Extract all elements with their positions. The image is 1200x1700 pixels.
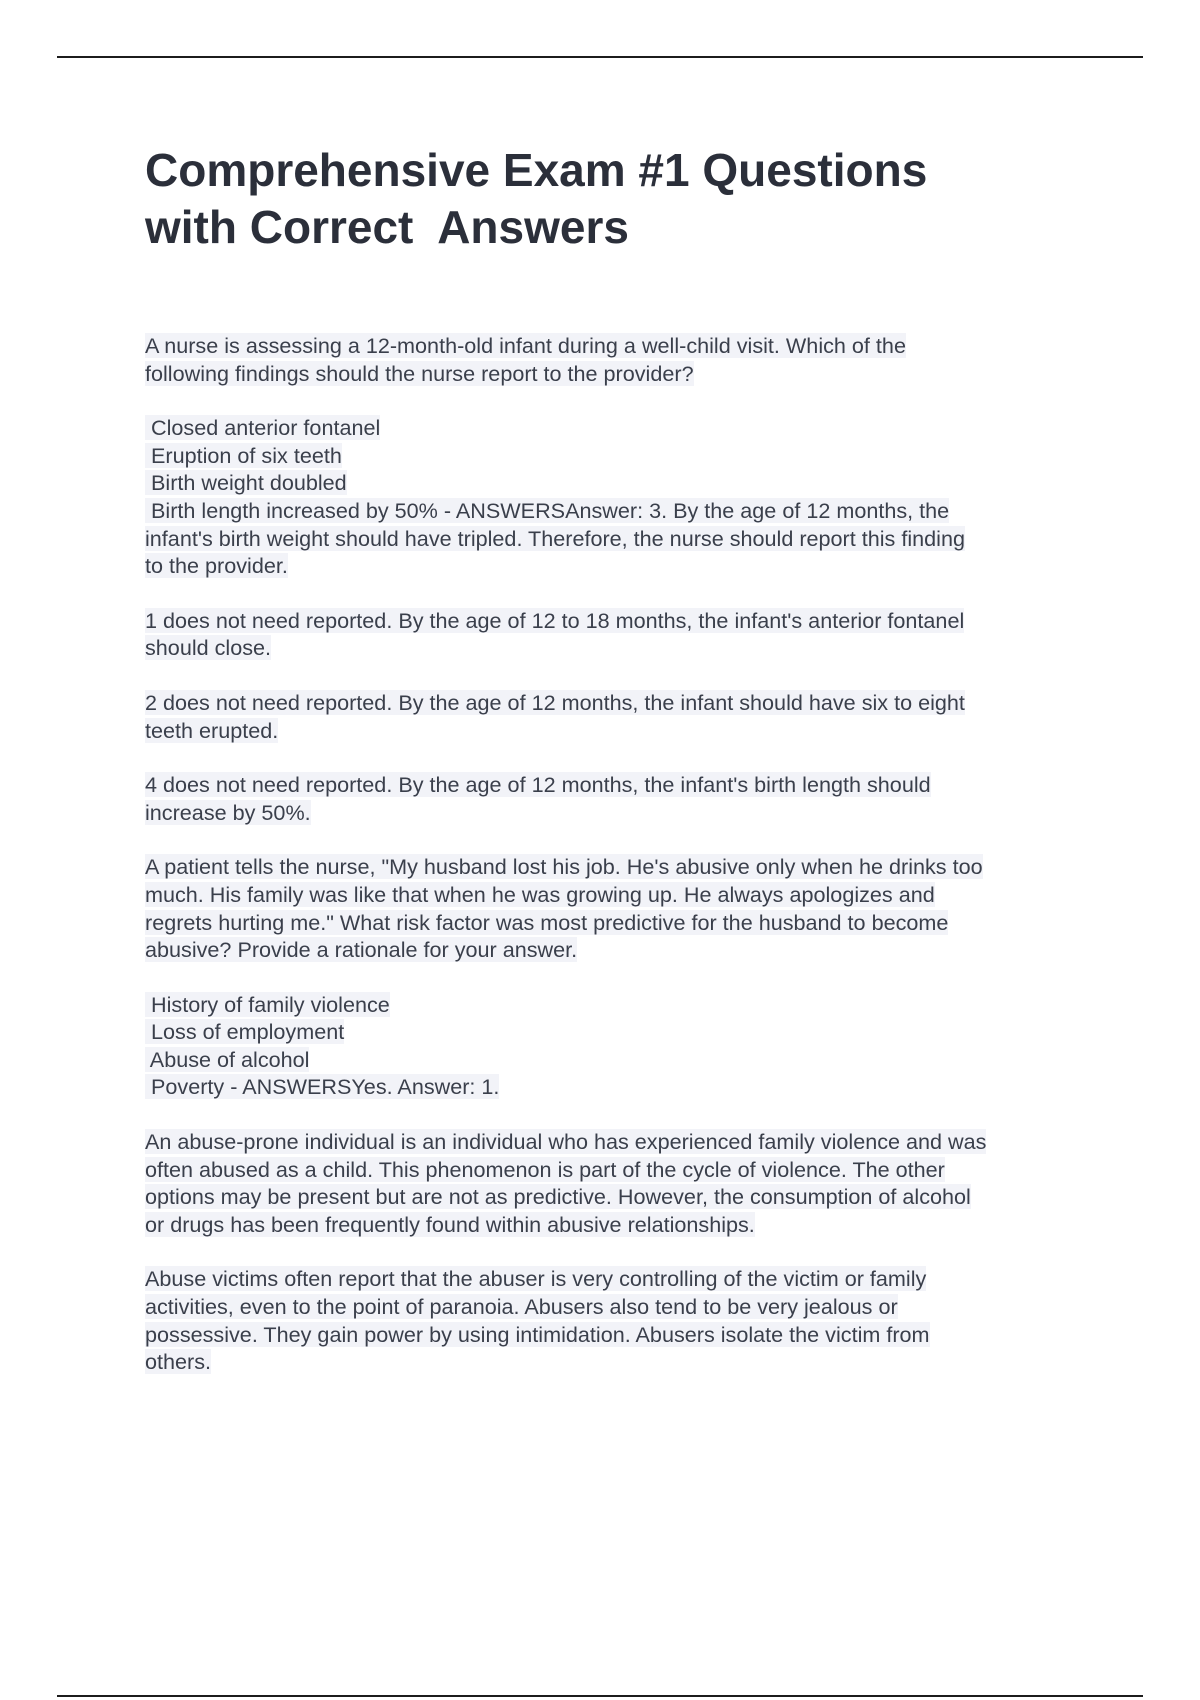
top-rule: [57, 56, 1143, 58]
option-line: History of family violence: [145, 991, 390, 1017]
text-line: Abuse victims often report that the abuser is very controlling of the victim or family: [145, 1266, 927, 1292]
bottom-rule: [57, 1695, 1143, 1697]
text-line: teeth erupted.: [145, 717, 279, 743]
text-line: often abused as a child. This phenomenon is part of the cycle of violence. The other: [145, 1156, 945, 1182]
text-line: regrets hurting me." What risk factor was most predictive for the husband to become: [145, 909, 949, 935]
option-line: Abuse of alcohol: [145, 1046, 310, 1072]
text-line: much. His family was like that when he was growing up. He always apologizes and: [145, 881, 935, 907]
text-line: 1 does not need reported. By the age of 12 to 18 months, the infant's anterior fontanel: [145, 607, 965, 633]
text-line: options may be present but are not as predictive. However, the consumption of alcohol: [145, 1184, 971, 1210]
question-2-stem: [145, 853, 1095, 963]
question-1-stem: [145, 332, 1095, 387]
title-line: Comprehensive Exam #1 Questions: [145, 144, 928, 196]
title-line: with Correct Answers: [145, 201, 629, 253]
text-line: activities, even to the point of paranoia. Abusers also tend to be very jealous or: [145, 1294, 898, 1320]
text-line: possessive. They gain power by using intimidation. Abusers isolate the victim from: [145, 1321, 930, 1347]
rationale-paragraph: [145, 607, 1095, 662]
text-line: 4 does not need reported. By the age of 12 months, the infant's birth length should: [145, 772, 931, 798]
document-page: [145, 142, 1095, 1403]
option-line: Birth weight doubled: [145, 470, 347, 496]
text-line: following findings should the nurse report to the provider?: [145, 360, 694, 386]
text-line: 2 does not need reported. By the age of 12 months, the infant should have six to eight: [145, 689, 965, 715]
option-line: Closed anterior fontanel: [145, 415, 381, 441]
option-line: Birth length increased by 50% - ANSWERSAnswer: 3. By the age of 12 months, the: [145, 497, 950, 523]
text-line: An abuse-prone individual is an individual who has experienced family violence and was: [145, 1129, 987, 1155]
question-2-options-answer: [145, 991, 1095, 1101]
option-line: Eruption of six teeth: [145, 442, 342, 468]
document-title: [145, 142, 1045, 256]
rationale-paragraph: [145, 771, 1095, 826]
text-line: to the provider.: [145, 553, 288, 579]
rationale-paragraph: [145, 689, 1095, 744]
document-body: [145, 332, 1095, 1376]
rationale-paragraph: [145, 1265, 1095, 1375]
text-line: increase by 50%.: [145, 799, 311, 825]
text-line: A nurse is assessing a 12-month-old infant during a well-child visit. Which of the: [145, 333, 906, 358]
option-line: Loss of employment: [145, 1019, 345, 1045]
text-line: abusive? Provide a rationale for your answer.: [145, 937, 578, 963]
text-line: or drugs has been frequently found within abusive relationships.: [145, 1211, 755, 1237]
question-1-options-answer: [145, 414, 1095, 580]
text-line: should close.: [145, 635, 272, 661]
text-line: A patient tells the nurse, "My husband lost his job. He's abusive only when he drinks too: [145, 854, 983, 880]
rationale-paragraph: [145, 1128, 1095, 1238]
text-line: infant's birth weight should have tripled. Therefore, the nurse should report this finding: [145, 525, 965, 551]
option-line: Poverty - ANSWERSYes. Answer: 1.: [145, 1074, 500, 1100]
text-line: others.: [145, 1349, 212, 1375]
